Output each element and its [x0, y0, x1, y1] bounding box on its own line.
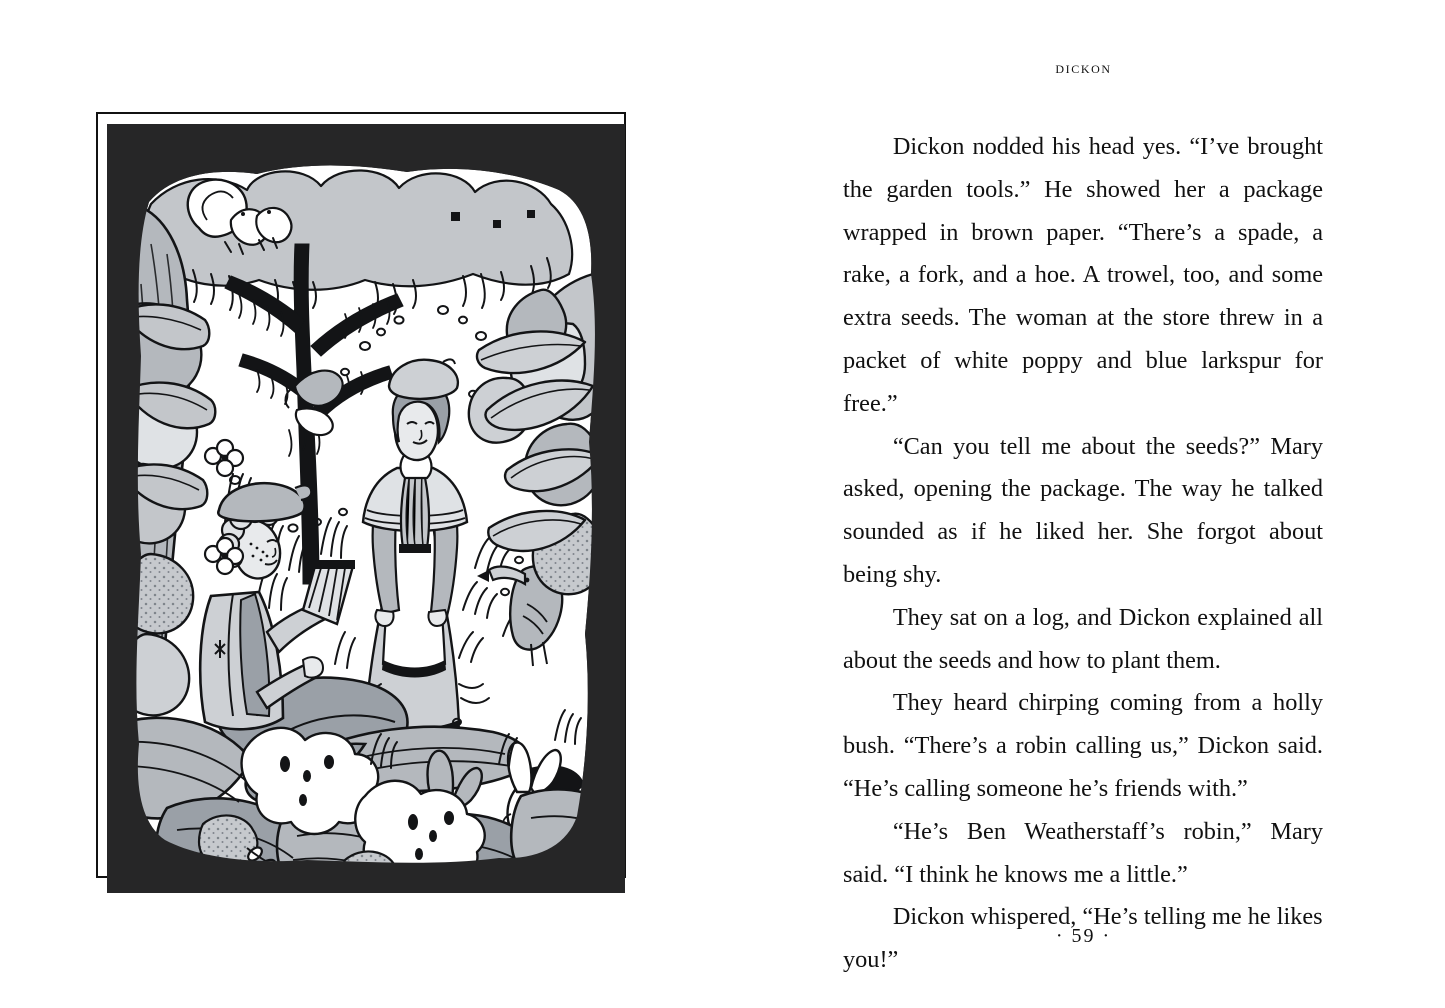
paragraph-6: Dickon whispered, “He’s telling me he likes you!”: [843, 903, 1323, 974]
paragraph-3: They sat on a log, and Dickon explained all about the seeds and how to plant them.: [843, 603, 1323, 674]
illustration-panel: [107, 124, 625, 893]
page-number: · 59 ·: [1055, 925, 1112, 947]
body-text-column: [843, 126, 1323, 982]
illustration-page: [0, 0, 722, 1008]
paragraph-2: “Can you tell me about the seeds?” Mary asked, opening the package. The way he talked sounded as if he liked her. She forgot about being shy.: [843, 432, 1323, 588]
text-page: [722, 0, 1445, 1008]
paragraph-1: Dickon nodded his head yes. “I’ve brought the garden tools.” He showed her a package wrapped in brown paper. “There’s a spade, a rake, a fork, and a hoe. A trowel, too, and some extra seeds. The woman at the store threw in a packet of white poppy and blue larkspur for free.”: [843, 133, 1323, 417]
paragraph-5: “He’s Ben Weatherstaff’s robin,” Mary said. “I think he knows me a little.”: [843, 817, 1323, 888]
garden-illustration: [107, 124, 625, 893]
running-head: dickon: [1055, 57, 1112, 77]
paragraph-4: They heard chirping coming from a holly bush. “There’s a robin calling us,” Dickon said. “He’s calling someone he’s friends with.”: [843, 689, 1323, 802]
